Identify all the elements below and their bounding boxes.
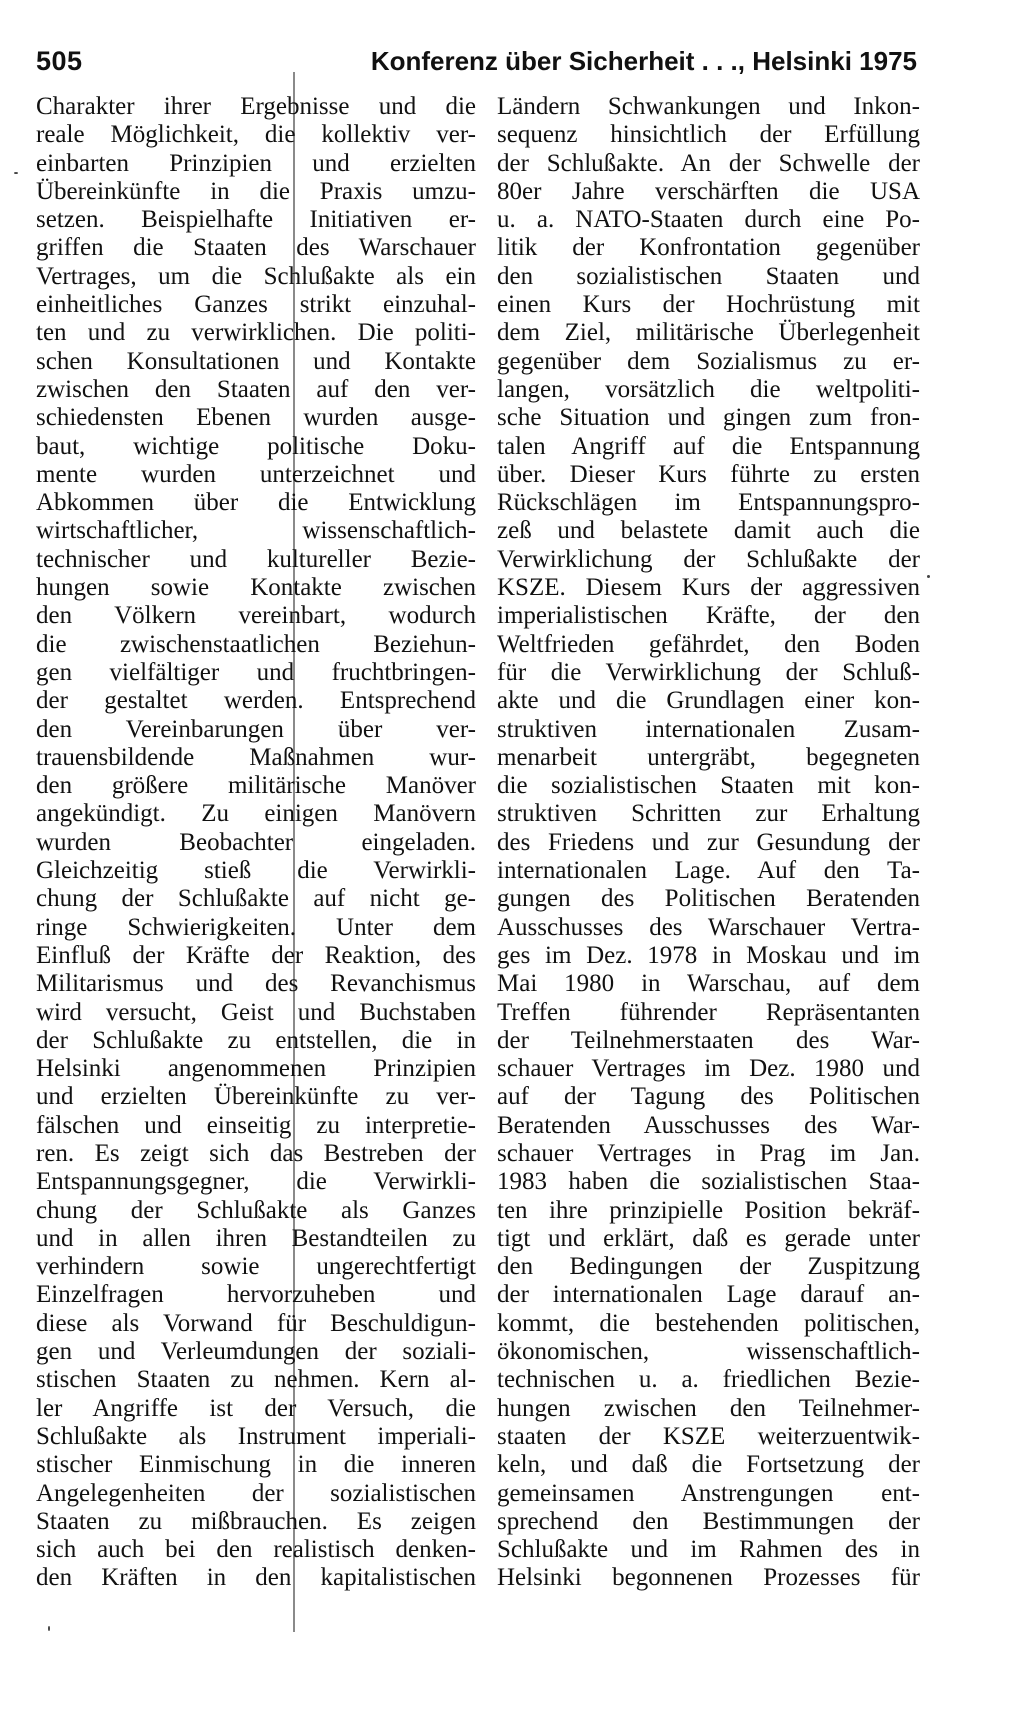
text-line: fälschen und einseitig zu interpretie- [36, 1111, 476, 1139]
text-line: einbarten Prinzipien und erzielten [36, 149, 476, 177]
text-line: struktiven internationalen Zusam- [497, 715, 920, 743]
text-line: technischer und kultureller Bezie- [36, 545, 476, 573]
text-line: diese als Vorwand für Beschuldigun- [36, 1309, 476, 1337]
text-line: angekündigt. Zu einigen Manövern [36, 800, 476, 828]
text-line: staaten der KSZE weiterzuentwik- [497, 1422, 920, 1450]
text-line: ler Angriffe ist der Versuch, die [36, 1394, 476, 1422]
text-line: Verwirklichung der Schlußakte der [497, 545, 920, 573]
text-line: trauensbildende Maßnahmen wur- [36, 743, 476, 771]
text-line: verhindern sowie ungerechtfertigt [36, 1253, 476, 1281]
text-line: gen vielfältiger und fruchtbringen- [36, 658, 476, 686]
text-line: talen Angriff auf die Entspannung [497, 432, 920, 460]
text-line: und in allen ihren Bestandteilen zu [36, 1224, 476, 1252]
scan-speck [14, 172, 18, 174]
text-line: Abkommen über die Entwicklung [36, 489, 476, 517]
text-line: baut, wichtige politische Doku- [36, 432, 476, 460]
text-line: Treffen führender Repräsentanten [497, 998, 920, 1026]
text-line: den Bedingungen der Zuspitzung [497, 1253, 920, 1281]
text-line: Schlußakte und im Rahmen des in [497, 1536, 920, 1564]
text-line: ökonomischen, wissenschaftlich- [497, 1338, 920, 1366]
text-line: gen und Verleumdungen der soziali- [36, 1338, 476, 1366]
text-line: gemeinsamen Anstrengungen ent- [497, 1479, 920, 1507]
text-line: litik der Konfrontation gegenüber [497, 234, 920, 262]
text-line: den Vereinbarungen über ver- [36, 715, 476, 743]
text-line: den größere militärische Manöver [36, 772, 476, 800]
text-line: menarbeit untergräbt, begegneten [497, 743, 920, 771]
text-line: u. a. NATO-Staaten durch eine Po- [497, 206, 920, 234]
text-line: 80er Jahre verschärften die USA [497, 177, 920, 205]
text-line: ten ihre prinzipielle Position bekräf- [497, 1196, 920, 1224]
text-line: Entspannungsgegner, die Verwirkli- [36, 1168, 476, 1196]
text-line: zwischen den Staaten auf den ver- [36, 375, 476, 403]
text-line: imperialistischen Kräfte, der den [497, 602, 920, 630]
text-line: ges im Dez. 1978 in Moskau und im [497, 941, 920, 969]
text-line: Angelegenheiten der sozialistischen [36, 1479, 476, 1507]
text-line: internationalen Lage. Auf den Ta- [497, 857, 920, 885]
text-line: Beratenden Ausschusses des War- [497, 1111, 920, 1139]
text-line: griffen die Staaten des Warschauer [36, 234, 476, 262]
text-line: ren. Es zeigt sich das Bestreben der [36, 1139, 476, 1167]
text-line: der Schlußakte zu entstellen, die in [36, 1026, 476, 1054]
text-line: einheitliches Ganzes strikt einzuhal- [36, 291, 476, 319]
text-line: Helsinki angenommenen Prinzipien [36, 1055, 476, 1083]
text-line: Gleichzeitig stieß die Verwirkli- [36, 857, 476, 885]
text-line: Mai 1980 in Warschau, auf dem [497, 970, 920, 998]
text-line: Schlußakte als Instrument imperiali- [36, 1422, 476, 1450]
text-line: gungen des Politischen Beratenden [497, 885, 920, 913]
text-line: Weltfrieden gefährdet, den Boden [497, 630, 920, 658]
text-line: sequenz hinsichtlich der Erfüllung [497, 121, 920, 149]
text-line: ten und zu verwirklichen. Die politi- [36, 319, 476, 347]
text-line: Vertrages, um die Schlußakte als ein [36, 262, 476, 290]
text-line: sprechend den Bestimmungen der [497, 1507, 920, 1535]
text-line: sich auch bei den realistisch denken- [36, 1536, 476, 1564]
text-line: Ländern Schwankungen und Inkon- [497, 93, 920, 120]
text-line: der Schlußakte. An der Schwelle der [497, 149, 920, 177]
text-line: stischen Staaten zu nehmen. Kern al- [36, 1366, 476, 1394]
text-line: kommt, die bestehenden politischen, [497, 1309, 920, 1337]
page-number: 505 [36, 46, 83, 76]
text-line: dem Ziel, militärische Überlegenheit [497, 319, 920, 347]
text-line: KSZE. Diesem Kurs der aggressiven [497, 574, 920, 602]
text-line: schauer Vertrages in Prag im Jan. [497, 1139, 920, 1167]
text-line: auf der Tagung des Politischen [497, 1083, 920, 1111]
text-line: den sozialistischen Staaten und [497, 262, 920, 290]
text-line: schen Konsultationen und Kontakte [36, 347, 476, 375]
text-line: die zwischenstaatlichen Beziehun- [36, 630, 476, 658]
text-line: den Völkern vereinbart, wodurch [36, 602, 476, 630]
text-line: technischen u. a. friedlichen Bezie- [497, 1366, 920, 1394]
text-line: Staaten zu mißbrauchen. Es zeigen [36, 1507, 476, 1535]
text-line: des Friedens und zur Gesundung der [497, 828, 920, 856]
text-line: Ausschusses des Warschauer Vertra- [497, 913, 920, 941]
text-line: einen Kurs der Hochrüstung mit [497, 291, 920, 319]
right-text-column [497, 93, 920, 1593]
text-line: Rückschlägen im Entspannungspro- [497, 489, 920, 517]
text-line: stischer Einmischung in die inneren [36, 1451, 476, 1479]
text-line: schauer Vertrages im Dez. 1980 und [497, 1055, 920, 1083]
running-head: Konferenz über Sicherheit . . ., Helsinki 1975 [370, 46, 917, 76]
text-line: ringe Schwierigkeiten. Unter dem [36, 913, 476, 941]
text-line: den Kräften in den kapitalistischen [36, 1564, 476, 1592]
text-line: keln, und daß die Fortsetzung der [497, 1451, 920, 1479]
scan-speck [927, 575, 930, 578]
text-line: reale Möglichkeit, die kollektiv ver- [36, 121, 476, 149]
text-line: Militarismus und des Revanchismus [36, 970, 476, 998]
text-line: gegenüber dem Sozialismus zu er- [497, 347, 920, 375]
text-line: akte und die Grundlagen einer kon- [497, 687, 920, 715]
text-line: Charakter ihrer Ergebnisse und die [36, 93, 476, 120]
text-line: hungen sowie Kontakte zwischen [36, 574, 476, 602]
text-line: der Teilnehmerstaaten des War- [497, 1026, 920, 1054]
text-line: setzen. Beispielhafte Initiativen er- [36, 206, 476, 234]
text-line: die sozialistischen Staaten mit kon- [497, 772, 920, 800]
text-line: chung der Schlußakte als Ganzes [36, 1196, 476, 1224]
page-header [0, 0, 1024, 100]
left-text-column [36, 93, 476, 1593]
text-line: Einfluß der Kräfte der Reaktion, des [36, 941, 476, 969]
text-line: 1983 haben die sozialistischen Staa- [497, 1168, 920, 1196]
text-line: Übereinkünfte in die Praxis umzu- [36, 177, 476, 205]
text-line: chung der Schlußakte auf nicht ge- [36, 885, 476, 913]
scan-speck [48, 1626, 50, 1631]
text-line: für die Verwirklichung der Schluß- [497, 658, 920, 686]
text-line: über. Dieser Kurs führte zu ersten [497, 460, 920, 488]
text-line: wurden Beobachter eingeladen. [36, 828, 476, 856]
text-line: langen, vorsätzlich die weltpoliti- [497, 375, 920, 403]
text-line: und erzielten Übereinkünfte zu ver- [36, 1083, 476, 1111]
text-line: mente wurden unterzeichnet und [36, 460, 476, 488]
text-line: hungen zwischen den Teilnehmer- [497, 1394, 920, 1422]
text-line: zeß und belastete damit auch die [497, 517, 920, 545]
text-line: der internationalen Lage darauf an- [497, 1281, 920, 1309]
text-line: sche Situation und gingen zum fron- [497, 404, 920, 432]
text-line: wirtschaftlicher, wissenschaftlich- [36, 517, 476, 545]
text-line: struktiven Schritten zur Erhaltung [497, 800, 920, 828]
text-line: Helsinki begonnenen Prozesses für [497, 1564, 920, 1592]
text-line: schiedensten Ebenen wurden ausge- [36, 404, 476, 432]
text-line: wird versucht, Geist und Buchstaben [36, 998, 476, 1026]
text-line: tigt und erklärt, daß es gerade unter [497, 1224, 920, 1252]
text-line: Einzelfragen hervorzuheben und [36, 1281, 476, 1309]
text-line: der gestaltet werden. Entsprechend [36, 687, 476, 715]
